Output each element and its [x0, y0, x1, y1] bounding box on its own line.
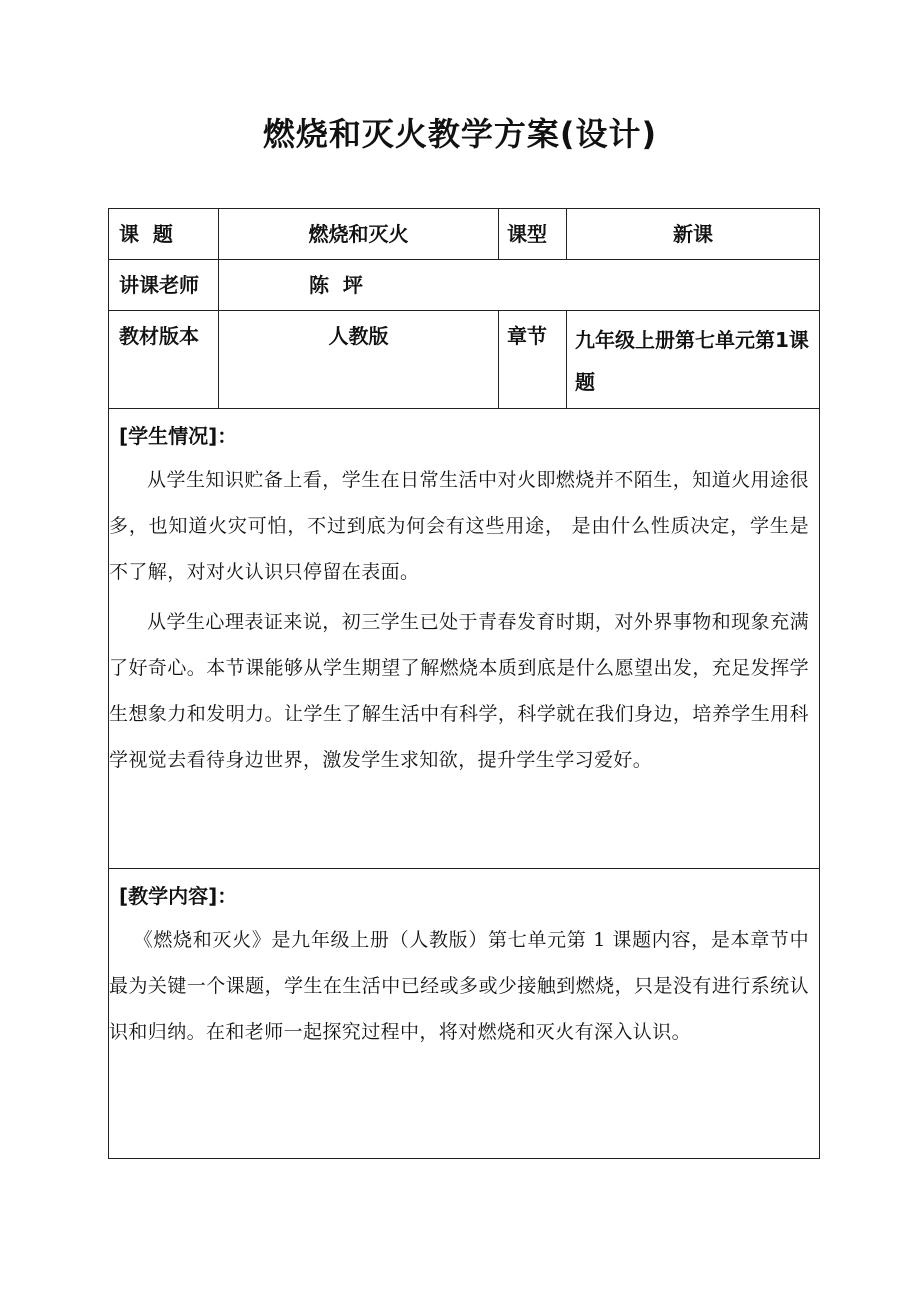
chapter-label: 章节 [499, 311, 567, 409]
lesson-info-table [108, 208, 820, 1159]
teacher-value: 陈 坪 [219, 260, 820, 311]
student-situation-heading: [学生情况]： [119, 424, 238, 448]
type-value: 新课 [567, 209, 820, 260]
topic-value: 燃烧和灭火 [219, 209, 499, 260]
teaching-content-section [109, 869, 820, 1159]
edition-value: 人教版 [219, 311, 499, 409]
edition-label: 教材版本 [109, 311, 219, 409]
teaching-content-paragraph: 《燃烧和灭火》是九年级上册（人教版）第七单元第 1 课题内容，是本章节中最为关键一个课题，学生在生活中已经或多或少接触到燃烧，只是没有进行系统认识和归纳。在和老师一起探究过程中，将对燃烧和灭火有深入认识。 [109, 929, 809, 1043]
student-situation-paragraph-1: 从学生知识贮备上看，学生在日常生活中对火即燃烧并不陌生，知道火用途很多，也知道火灾可怕，不过到底为何会有这些用途， 是由什么性质决定，学生是不了解，对对火认识只停留在表面。 [109, 469, 809, 583]
type-label: 课型 [499, 209, 567, 260]
page-title: 燃烧和灭火教学方案(设计) [262, 115, 658, 153]
chapter-value: 九年级上册第七单元第1课题 [567, 311, 820, 409]
teacher-label: 讲课老师 [109, 260, 219, 311]
topic-label: 课 题 [109, 209, 219, 260]
teaching-content-heading: [教学内容]： [119, 884, 238, 908]
student-situation-paragraph-2: 从学生心理表证来说，初三学生已处于青春发育时期，对外界事物和现象充满了好奇心。本节课能够从学生期望了解燃烧本质到底是什么愿望出发，充足发挥学生想象力和发明力。让学生了解生活中有科学，科学就在我们身边，培养学生用科学视觉去看待身边世界，激发学生求知欲，提升学生学习爱好。 [109, 611, 809, 771]
student-situation-section [109, 409, 820, 869]
